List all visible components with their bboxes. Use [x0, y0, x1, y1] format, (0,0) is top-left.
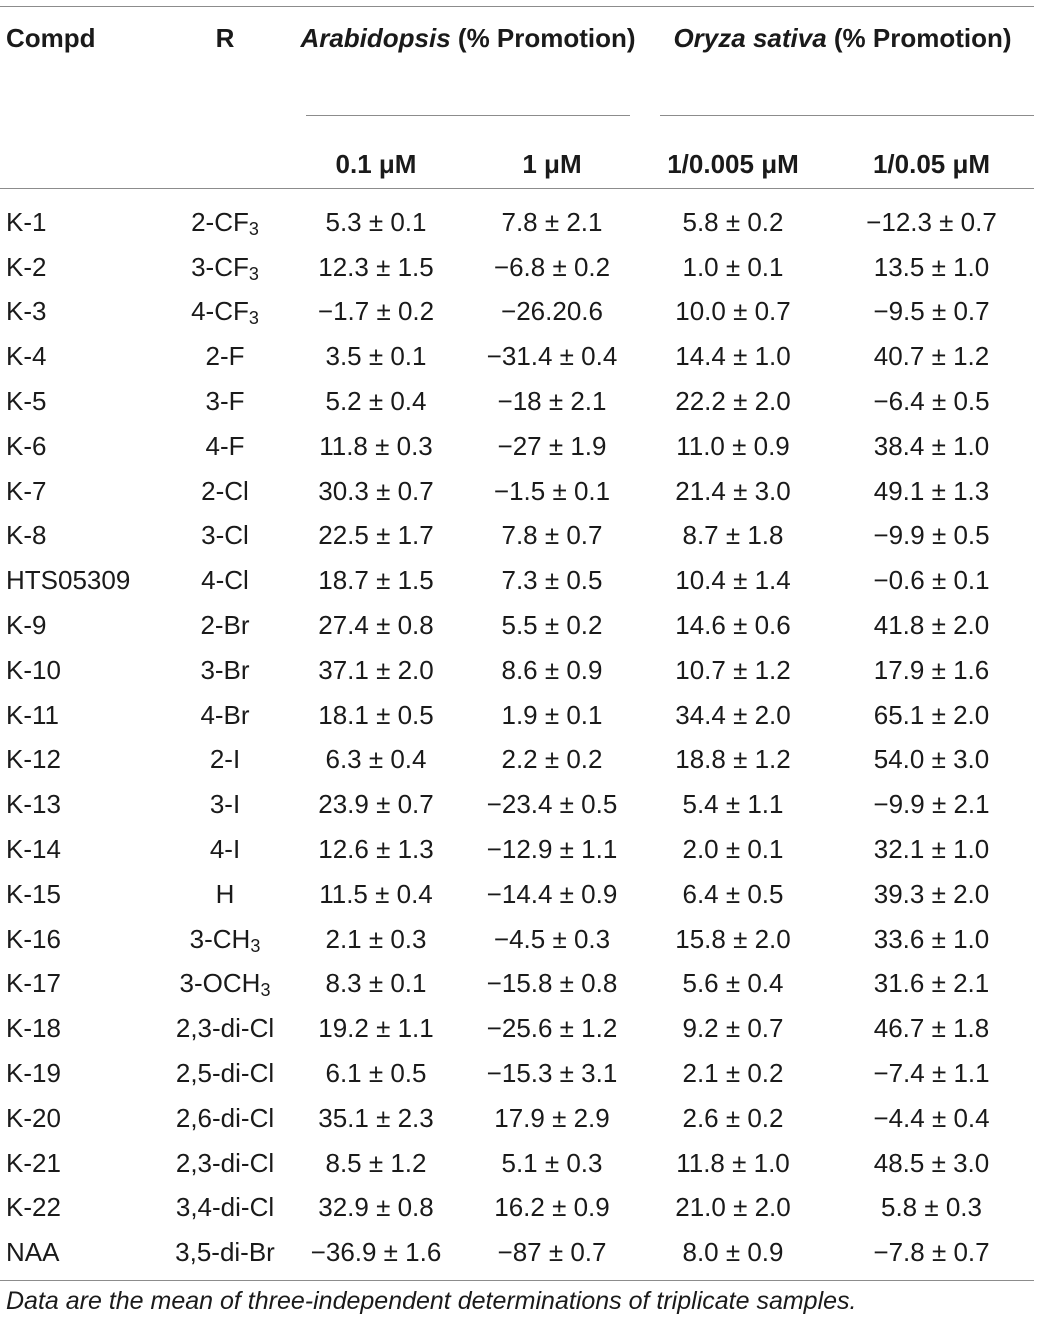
cell-oryza-0-05: 40.7 ± 1.2 — [873, 341, 990, 372]
cell-oryza-0-05: −6.4 ± 0.5 — [873, 386, 990, 417]
cell-oryza-0-005: 14.6 ± 0.6 — [675, 610, 791, 641]
cell-oryza-0-05: −9.9 ± 2.1 — [873, 789, 990, 820]
cell-arabidopsis-1: −15.3 ± 3.1 — [486, 1058, 618, 1089]
cell-arabidopsis-0-1: 8.3 ± 0.1 — [325, 968, 427, 999]
cell-arabidopsis-1: −14.4 ± 0.9 — [486, 878, 618, 909]
cell-compd: K-11 — [6, 699, 59, 730]
table-row — [0, 782, 1039, 827]
cell-r — [160, 469, 290, 514]
cell-arabidopsis-0-1: −36.9 ± 1.6 — [310, 1237, 442, 1268]
species-arabidopsis: Arabidopsis — [300, 23, 451, 53]
cell-arabidopsis-0-1: 18.7 ± 1.5 — [318, 565, 434, 596]
cell-r — [160, 782, 290, 827]
cell-arabidopsis-0-1: 2.1 ± 0.3 — [325, 923, 427, 954]
cell-oryza-0-05: 48.5 ± 3.0 — [873, 1147, 990, 1178]
table-row — [0, 917, 1039, 962]
cell-arabidopsis-1: −12.9 ± 1.1 — [486, 834, 618, 865]
table-row — [0, 827, 1039, 872]
r-group-text: 4-Br — [200, 699, 250, 730]
cell-oryza-0-05: 17.9 ± 1.6 — [873, 654, 990, 685]
cell-oryza-0-005: 10.4 ± 1.4 — [675, 565, 791, 596]
cell-oryza-0-05: 31.6 ± 2.1 — [873, 968, 990, 999]
header-sub-col: 1/0.05 μM — [872, 149, 991, 179]
cell-arabidopsis-1: −1.5 ± 0.1 — [493, 475, 611, 506]
cell-compd: K-10 — [6, 654, 61, 685]
cell-arabidopsis-1: 7.8 ± 2.1 — [501, 206, 603, 237]
cell-arabidopsis-0-1: 5.3 ± 0.1 — [325, 206, 427, 237]
r-group-text: 4-CF — [191, 296, 249, 327]
cell-oryza-0-05: −12.3 ± 0.7 — [866, 206, 997, 237]
cell-oryza-0-005: 5.4 ± 1.1 — [682, 789, 784, 820]
table-row — [0, 1051, 1039, 1096]
cell-arabidopsis-0-1: 37.1 ± 2.0 — [318, 654, 434, 685]
cell-r — [160, 558, 290, 603]
cell-arabidopsis-1: 2.2 ± 0.2 — [501, 744, 603, 775]
cell-oryza-0-005: 8.7 ± 1.8 — [682, 520, 784, 551]
table-row — [0, 1141, 1039, 1186]
cell-r — [160, 1006, 290, 1051]
r-group-text: 4-I — [209, 834, 241, 865]
cell-arabidopsis-0-1: 27.4 ± 0.8 — [318, 610, 434, 641]
cell-oryza-0-05: 5.8 ± 0.3 — [880, 1192, 982, 1223]
table-row — [0, 693, 1039, 738]
cell-arabidopsis-1: 5.5 ± 0.2 — [501, 610, 603, 641]
header-sub-col: 1/0.005 μM — [667, 149, 799, 179]
cell-oryza-0-005: 15.8 ± 2.0 — [675, 923, 791, 954]
cell-compd: K-6 — [6, 430, 47, 461]
cell-compd: K-9 — [6, 610, 47, 641]
r-group-text: 4-F — [205, 430, 245, 461]
table-footnote: Data are the mean of three-independent determinations of triplicate samples. — [6, 1287, 857, 1315]
cell-arabidopsis-1: 16.2 ± 0.9 — [494, 1192, 610, 1223]
cell-arabidopsis-0-1: 12.3 ± 1.5 — [318, 251, 434, 282]
table-row — [0, 738, 1039, 783]
header-sub-col: 1 μM — [522, 149, 582, 179]
table-bottom-rule — [0, 1280, 1034, 1281]
cell-oryza-0-05: 32.1 ± 1.0 — [873, 834, 990, 865]
cell-r — [160, 290, 290, 335]
cell-arabidopsis-1: −18 ± 2.1 — [497, 386, 607, 417]
cell-arabidopsis-1: −15.8 ± 0.8 — [486, 968, 618, 999]
cell-arabidopsis-1: −27 ± 1.9 — [497, 430, 607, 461]
table-row — [0, 1006, 1039, 1051]
cell-r — [160, 1096, 290, 1141]
cell-r — [160, 1230, 290, 1275]
cell-arabidopsis-1: 8.6 ± 0.9 — [501, 654, 603, 685]
header-compd: Compd — [6, 23, 96, 53]
table-row — [0, 200, 1039, 245]
header-arabidopsis-group: Arabidopsis (% Promotion) — [300, 23, 636, 53]
r-group-text: 3,4-di-Cl — [175, 1192, 275, 1223]
cell-r — [160, 200, 290, 245]
r-group-text: 2,6-di-Cl — [175, 1102, 275, 1133]
cell-oryza-0-05: 46.7 ± 1.8 — [873, 1013, 990, 1044]
cell-oryza-0-05: −0.6 ± 0.1 — [873, 565, 990, 596]
cell-oryza-0-05: 49.1 ± 1.3 — [873, 475, 990, 506]
cell-compd: K-5 — [6, 386, 47, 417]
cell-compd: K-4 — [6, 341, 47, 372]
table-row — [0, 334, 1039, 379]
cell-oryza-0-05: 38.4 ± 1.0 — [873, 430, 990, 461]
cell-r — [160, 379, 290, 424]
cell-r — [160, 1051, 290, 1096]
cell-r — [160, 334, 290, 379]
table-row — [0, 424, 1039, 469]
cell-oryza-0-005: 1.0 ± 0.1 — [682, 251, 784, 282]
cell-oryza-0-005: 11.0 ± 0.9 — [676, 430, 790, 461]
cell-compd: K-22 — [6, 1192, 61, 1223]
cell-arabidopsis-0-1: 8.5 ± 1.2 — [325, 1147, 427, 1178]
cell-compd: K-7 — [6, 475, 47, 506]
cell-oryza-0-05: 13.5 ± 1.0 — [873, 251, 990, 282]
r-group-subscript: 3 — [248, 218, 259, 239]
cell-arabidopsis-1: 1.9 ± 0.1 — [501, 699, 603, 730]
table-row — [0, 1096, 1039, 1141]
cell-arabidopsis-1: −31.4 ± 0.4 — [486, 341, 618, 372]
cell-oryza-0-005: 11.8 ± 1.0 — [676, 1147, 790, 1178]
cell-arabidopsis-0-1: 11.5 ± 0.4 — [319, 878, 433, 909]
cell-compd: K-1 — [6, 206, 47, 237]
cell-oryza-0-05: 65.1 ± 2.0 — [873, 699, 990, 730]
r-group-subscript: 3 — [248, 263, 259, 284]
table-row — [0, 872, 1039, 917]
r-group-text: 3-Br — [200, 654, 250, 685]
cell-oryza-0-005: 21.4 ± 3.0 — [675, 475, 791, 506]
cell-arabidopsis-0-1: −1.7 ± 0.2 — [317, 296, 435, 327]
cell-compd: K-18 — [6, 1013, 61, 1044]
cell-oryza-0-005: 10.7 ± 1.2 — [675, 654, 791, 685]
cell-r — [160, 245, 290, 290]
cell-arabidopsis-1: 7.8 ± 0.7 — [501, 520, 603, 551]
cell-arabidopsis-0-1: 32.9 ± 0.8 — [318, 1192, 434, 1223]
cell-compd: K-15 — [6, 878, 61, 909]
cell-oryza-0-005: 22.2 ± 2.0 — [675, 386, 791, 417]
r-group-subscript: 3 — [248, 308, 259, 329]
cell-arabidopsis-0-1: 12.6 ± 1.3 — [318, 834, 434, 865]
cell-arabidopsis-0-1: 3.5 ± 0.1 — [325, 341, 427, 372]
table-body — [0, 200, 1039, 1275]
cell-arabidopsis-1: 5.1 ± 0.3 — [501, 1147, 603, 1178]
cell-r — [160, 693, 290, 738]
r-group-text: 3-OCH — [179, 968, 261, 999]
r-group-text: 2-F — [205, 341, 245, 372]
r-group-text: 3-I — [209, 789, 241, 820]
cell-arabidopsis-0-1: 6.3 ± 0.4 — [325, 744, 427, 775]
cell-compd: K-14 — [6, 834, 61, 865]
r-group-subscript: 3 — [260, 980, 271, 1001]
cell-arabidopsis-1: 17.9 ± 2.9 — [494, 1102, 610, 1133]
top-rule — [0, 6, 1034, 7]
cell-oryza-0-05: 54.0 ± 3.0 — [873, 744, 990, 775]
cell-r — [160, 603, 290, 648]
cell-compd: K-19 — [6, 1058, 61, 1089]
cell-oryza-0-005: 5.8 ± 0.2 — [682, 206, 784, 237]
r-group-text: 2,3-di-Cl — [175, 1013, 275, 1044]
cell-r — [160, 917, 290, 962]
r-group-text: 3-Cl — [201, 520, 249, 551]
cell-r — [160, 1141, 290, 1186]
cell-arabidopsis-1: 7.3 ± 0.5 — [501, 565, 603, 596]
r-group-subscript: 3 — [250, 935, 261, 956]
cell-compd: HTS05309 — [6, 565, 131, 596]
cell-oryza-0-005: 5.6 ± 0.4 — [682, 968, 784, 999]
table-row — [0, 558, 1039, 603]
cell-arabidopsis-1: −23.4 ± 0.5 — [486, 789, 618, 820]
r-group-text: 2-CF — [191, 206, 249, 237]
cell-arabidopsis-1: −26.20.6 — [501, 296, 603, 327]
cell-compd: K-17 — [6, 968, 61, 999]
cell-arabidopsis-1: −4.5 ± 0.3 — [493, 923, 611, 954]
cell-compd: K-16 — [6, 923, 61, 954]
r-group-text: 3-CH — [189, 923, 251, 954]
cell-oryza-0-005: 21.0 ± 2.0 — [675, 1192, 791, 1223]
table-row — [0, 648, 1039, 693]
table-row — [0, 1186, 1039, 1231]
r-group-text: 2-Br — [200, 610, 250, 641]
table-row — [0, 469, 1039, 514]
cell-oryza-0-05: 41.8 ± 2.0 — [873, 610, 990, 641]
cell-oryza-0-05: −7.8 ± 0.7 — [873, 1237, 990, 1268]
cell-oryza-0-05: −7.4 ± 1.1 — [873, 1058, 990, 1089]
cell-oryza-0-005: 10.0 ± 0.7 — [675, 296, 791, 327]
header-sub-col: 0.1 μM — [335, 149, 417, 179]
cell-compd: NAA — [6, 1237, 60, 1268]
cell-r — [160, 962, 290, 1007]
r-group-text: 2-Cl — [201, 475, 249, 506]
cell-oryza-0-005: 34.4 ± 2.0 — [675, 699, 791, 730]
table-row — [0, 245, 1039, 290]
cell-oryza-0-005: 14.4 ± 1.0 — [675, 341, 791, 372]
cell-compd: K-21 — [6, 1147, 61, 1178]
cell-arabidopsis-0-1: 35.1 ± 2.3 — [318, 1102, 434, 1133]
table-row — [0, 603, 1039, 648]
cell-r — [160, 424, 290, 469]
cell-arabidopsis-1: −87 ± 0.7 — [497, 1237, 607, 1268]
cell-compd: K-12 — [6, 744, 61, 775]
cell-oryza-0-05: −4.4 ± 0.4 — [873, 1102, 990, 1133]
cell-arabidopsis-0-1: 18.1 ± 0.5 — [318, 699, 434, 730]
r-group-text: 2-I — [209, 744, 241, 775]
r-group-text: 2,5-di-Cl — [175, 1058, 275, 1089]
table-row — [0, 962, 1039, 1007]
cell-oryza-0-05: −9.5 ± 0.7 — [873, 296, 990, 327]
cell-arabidopsis-0-1: 23.9 ± 0.7 — [318, 789, 434, 820]
cell-r — [160, 827, 290, 872]
cell-oryza-0-05: 39.3 ± 2.0 — [873, 878, 990, 909]
cell-arabidopsis-0-1: 19.2 ± 1.1 — [318, 1013, 434, 1044]
cell-oryza-0-005: 8.0 ± 0.9 — [682, 1237, 784, 1268]
cell-oryza-0-05: 33.6 ± 1.0 — [873, 923, 990, 954]
cell-oryza-0-005: 2.1 ± 0.2 — [682, 1058, 784, 1089]
cell-oryza-0-005: 6.4 ± 0.5 — [682, 878, 784, 909]
cell-compd: K-13 — [6, 789, 61, 820]
cell-r — [160, 514, 290, 559]
table-row — [0, 290, 1039, 335]
cell-r — [160, 738, 290, 783]
table-row — [0, 1230, 1039, 1275]
cell-arabidopsis-0-1: 6.1 ± 0.5 — [325, 1058, 427, 1089]
cell-arabidopsis-0-1: 22.5 ± 1.7 — [318, 520, 434, 551]
cell-compd: K-2 — [6, 251, 47, 282]
header-r: R — [215, 23, 235, 53]
cell-oryza-0-005: 18.8 ± 1.2 — [675, 744, 791, 775]
species-oryza: Oryza sativa — [673, 23, 827, 53]
cell-oryza-0-005: 2.6 ± 0.2 — [682, 1102, 784, 1133]
cell-r — [160, 648, 290, 693]
cell-arabidopsis-0-1: 11.8 ± 0.3 — [319, 430, 433, 461]
header-row-top — [0, 8, 1039, 128]
r-group-text: 3,5-di-Br — [175, 1237, 275, 1268]
cell-oryza-0-05: −9.9 ± 0.5 — [873, 520, 990, 551]
cell-compd: K-20 — [6, 1102, 61, 1133]
table-row — [0, 379, 1039, 424]
cell-arabidopsis-1: −6.8 ± 0.2 — [493, 251, 611, 282]
cell-arabidopsis-0-1: 30.3 ± 0.7 — [318, 475, 434, 506]
cell-r — [160, 872, 290, 917]
data-table — [0, 8, 1039, 1275]
r-group-text: 3-F — [205, 386, 245, 417]
cell-arabidopsis-1: −25.6 ± 1.2 — [486, 1013, 618, 1044]
cell-compd: K-3 — [6, 296, 47, 327]
cell-oryza-0-005: 9.2 ± 0.7 — [682, 1013, 784, 1044]
table-row — [0, 514, 1039, 559]
header-oryza-group: Oryza sativa (% Promotion) — [673, 23, 1012, 53]
cell-r — [160, 1186, 290, 1231]
r-group-text: 3-CF — [191, 251, 249, 282]
cell-arabidopsis-0-1: 5.2 ± 0.4 — [325, 386, 427, 417]
r-group-text: 2,3-di-Cl — [175, 1147, 275, 1178]
r-group-text: H — [215, 878, 235, 909]
cell-compd: K-8 — [6, 520, 47, 551]
cell-oryza-0-005: 2.0 ± 0.1 — [682, 834, 784, 865]
r-group-text: 4-Cl — [201, 565, 249, 596]
